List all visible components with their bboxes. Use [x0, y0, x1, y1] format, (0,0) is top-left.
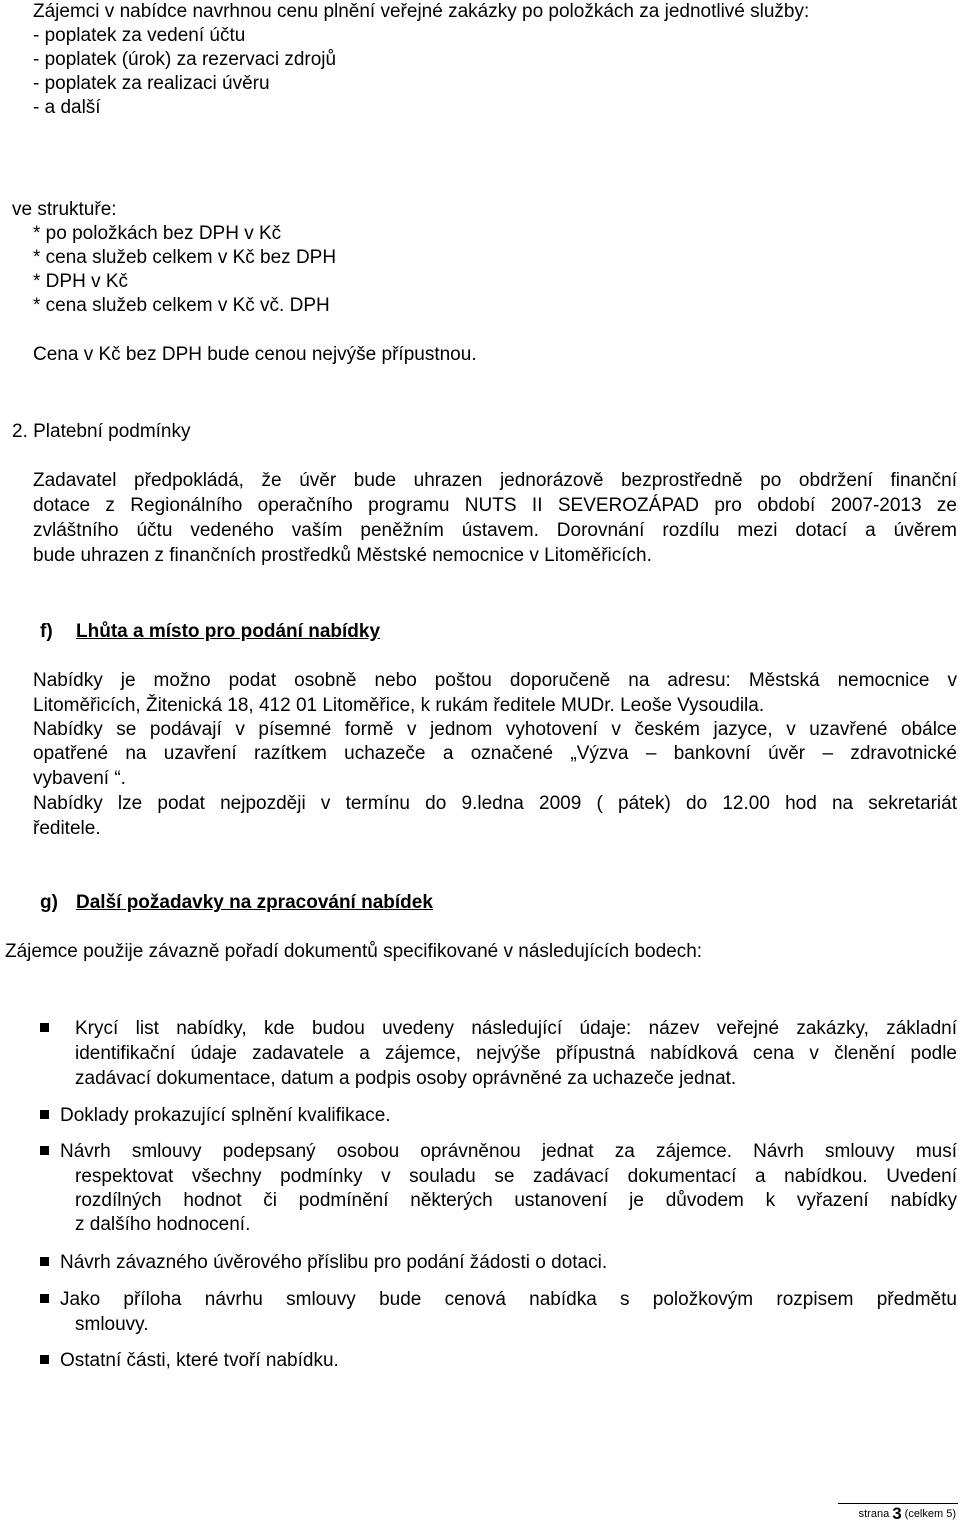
bullet-square-icon — [40, 1355, 49, 1364]
section-g-intro: Zájemce použije závazně pořadí dokumentů specifikované v následujících bodech: — [5, 941, 703, 962]
bullet-line: Ostatní části, které tvoří nabídku. — [60, 1350, 339, 1371]
section-f-line: ředitele. — [33, 818, 101, 839]
bullet-line: smlouvy. — [75, 1314, 149, 1335]
section-f-line: vybavení “. — [33, 768, 126, 789]
section-f-line: opatřené na uzavření razítkem uchazeče a označené „Výzva – bankovní úvěr – zdravotnické — [33, 743, 957, 764]
section-f-line: Nabídky lze podat nejpozději v termínu do 9.ledna 2009 ( pátek) do 12.00 hod na sekretariát — [33, 793, 957, 814]
structure-heading: ve struktuře: — [12, 199, 117, 220]
bullet-square-icon — [40, 1023, 49, 1032]
section-f-line: Nabídky je možno podat osobně nebo poštou doporučeně na adresu: Městská nemocnice v — [33, 670, 957, 691]
footer-total: (celkem 5) — [904, 1508, 956, 1520]
bullet-square-icon — [40, 1257, 49, 1266]
structure-item: * DPH v Kč — [33, 271, 129, 292]
section-g-heading — [40, 891, 433, 915]
payment-heading: 2. Platební podmínky — [12, 421, 191, 442]
section-f-line: Nabídky se podávají v písemné formě v jednom vyhotovení v českém jazyce, v uzavřené obálce — [33, 719, 957, 740]
bullet-line: Krycí list nabídky, kde budou uvedeny následující údaje: název veřejné zakázky, základní — [75, 1018, 957, 1039]
price-note: Cena v Kč bez DPH bude cenou nejvýše přípustnou. — [33, 344, 477, 365]
section-f-heading — [40, 620, 380, 644]
structure-item: * cena služeb celkem v Kč vč. DPH — [33, 295, 330, 316]
payment-paragraph-line: Zadavatel předpokládá, že úvěr bude uhrazen jednorázově bezprostředně po obdržení finanční — [33, 470, 957, 491]
intro-line: Zájemci v nabídce navrhnou cenu plnění veřejné zakázky po položkách za jednotlivé služby: — [33, 1, 810, 22]
intro-item: - poplatek za vedení účtu — [33, 25, 246, 46]
section-f-line: Litoměřicích, Žitenická 18, 412 01 Litoměřice, k rukám ředitele MUDr. Leoše Vysoudila. — [33, 695, 765, 716]
section-g-title: Další požadavky na zpracování nabídek — [76, 892, 433, 913]
intro-item: - poplatek (úrok) za rezervaci zdrojů — [33, 49, 337, 70]
payment-paragraph-line: dotace z Regionálního operačního programu NUTS II SEVEROZÁPAD pro období 2007-2013 ze — [33, 495, 957, 516]
page-footer — [859, 1506, 956, 1522]
bullet-line: Návrh smlouvy podepsaný osobou oprávněnou jednat za zájemce. Návrh smlouvy musí — [60, 1141, 957, 1162]
bullet-line: z dalšího hodnocení. — [75, 1214, 251, 1235]
footer-page-number: 3 — [892, 1504, 902, 1523]
payment-paragraph-line: zvláštního účtu vedeného vaším peněžním ústavem. Dorovnání rozdílu mezi dotací a úvěrem — [33, 520, 957, 541]
section-f-letter: f) — [40, 621, 53, 642]
bullet-line: respektovat všechny podmínky v souladu se zadávací dokumentací a nabídkou. Uvedení — [75, 1166, 957, 1187]
footer-prefix: strana — [858, 1508, 890, 1520]
bullet-line: identifikační údaje zadavatele a zájemce, nejvýše přípustná nabídková cena v členění podle — [75, 1043, 957, 1064]
bullet-square-icon — [40, 1146, 49, 1155]
bullet-line: Doklady prokazující splnění kvalifikace. — [60, 1105, 391, 1126]
bullet-line: Návrh závazného úvěrového příslibu pro podání žádosti o dotaci. — [60, 1252, 608, 1273]
bullet-square-icon — [40, 1294, 49, 1303]
intro-item: - a další — [33, 97, 101, 118]
bullet-line: Jako příloha návrhu smlouvy bude cenová nabídka s položkovým rozpisem předmětu — [60, 1289, 957, 1310]
bullet-line: rozdílných hodnot či podmínění některých ustanovení je důvodem k vyřazení nabídky — [75, 1190, 957, 1211]
section-f-title: Lhůta a místo pro podání nabídky — [76, 621, 381, 642]
bullet-line: zadávací dokumentace, datum a podpis osoby oprávněné za uchazeče jednat. — [75, 1068, 737, 1089]
structure-item: * po položkách bez DPH v Kč — [33, 223, 282, 244]
bullet-square-icon — [40, 1110, 49, 1119]
section-g-letter: g) — [40, 892, 58, 913]
intro-item: - poplatek za realizaci úvěru — [33, 73, 270, 94]
structure-item: * cena služeb celkem v Kč bez DPH — [33, 247, 337, 268]
payment-paragraph-line: bude uhrazen z finančních prostředků Městské nemocnice v Litoměřicích. — [33, 545, 652, 566]
